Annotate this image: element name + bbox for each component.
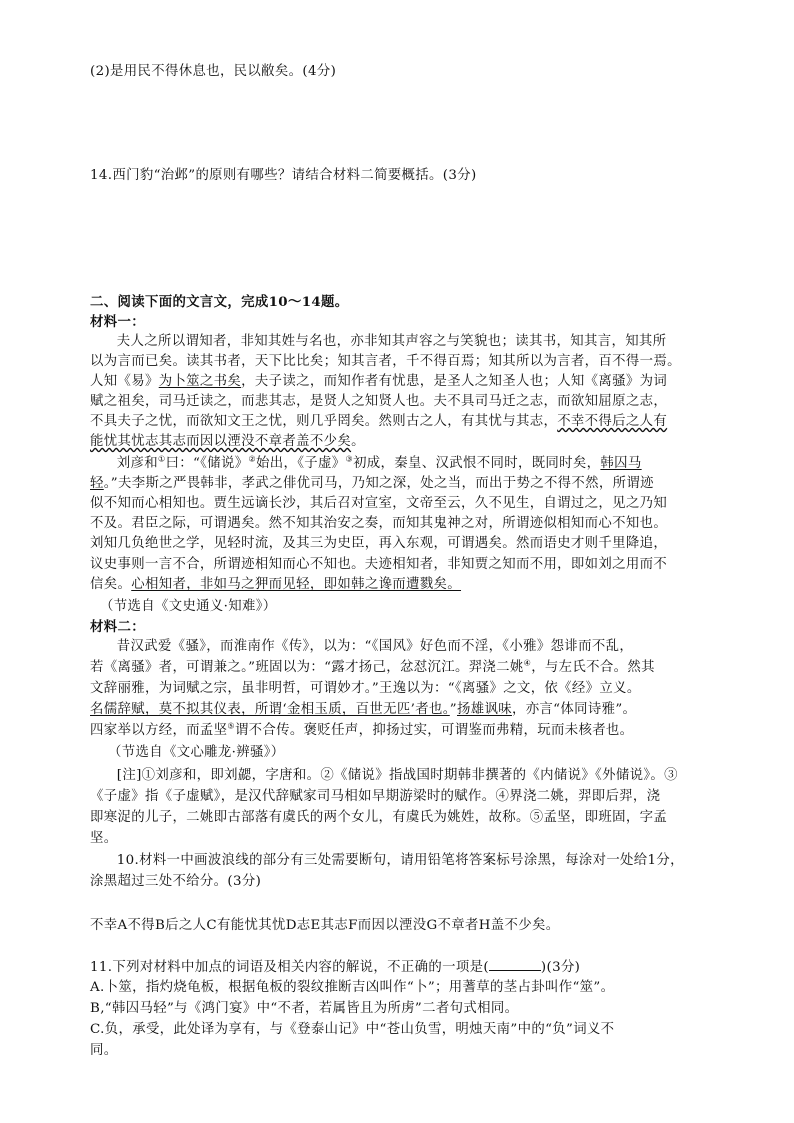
footnote-mark: ① (158, 454, 166, 464)
underlined-phrase: 为卜筮之书矣 (158, 374, 242, 389)
question-11-option-b: B,“韩囚马轻”与《鸿门宴》中“不者，若属皆且为所虏”二者句式相同。 (90, 1001, 519, 1016)
material-1-line (90, 412, 732, 432)
question-14: 14.西门豹“治邺”的原则有哪些？请结合材料二简要概括。(3分) (90, 168, 477, 183)
text-run: 若《离骚》者，可谓兼之。”班固以为：“露才扬己，忿怼沉江。羿浇二姚 (90, 660, 524, 675)
question-11-option-c-cont: 同。 (90, 1043, 118, 1058)
material-1-line: 不及。君臣之际，可谓遇矣。然不知其治安之奏，而知其鬼神之对，所谓迹似相知而心不知也。 (90, 516, 668, 531)
question-11-stem (90, 958, 732, 978)
notes-line: 《子虚》指《子虚赋》，是汉代辞赋家司马相如早期游梁时的赋作。④界浇二姚，羿即后羿，浇 (90, 789, 661, 804)
text-run: ，与左氏不合。然其 (531, 660, 655, 675)
text-run: 谓不合传。褒贬任声，抑扬过实，可谓鉴而弗精，玩而未核者也。 (234, 723, 634, 738)
material-1-line (90, 454, 732, 474)
text-run: 四家举以方经，而孟坚 (90, 723, 228, 738)
footnote-mark: ③ (345, 454, 354, 464)
text-run: 不具夫子之忧，而欲知文王之忧，则几乎罔矣。然则古之人，有其忧与其志， (90, 414, 558, 429)
text-run: )(3分) (540, 960, 581, 975)
material-2-label: 材料二： (90, 619, 145, 635)
footnote-mark: ⑤ (227, 721, 235, 731)
material-2-line: 文辞丽雅，为词赋之宗，虽非明哲，可谓妙才。”王逸以为：“《离骚》之文，依《经》立义。 (90, 681, 641, 696)
material-2-source: （节选自《文心雕龙·辨骚》） (108, 745, 285, 760)
underlined-sentence: 心相知者，非如马之狎而见轻，即如韩之谗而遭戮矣。 (131, 577, 462, 592)
question-13-part-2: (2)是用民不得休息也，民以敝矣。(4分) (90, 64, 337, 79)
text-run: 曰：“《储说》 (165, 456, 249, 471)
text-run: ，夫子读之，而知作者有忧患，是圣人之知圣人也；人知《离骚》为词 (241, 374, 668, 389)
footnote-mark: ④ (523, 658, 532, 668)
material-1-line (90, 432, 732, 452)
material-1-line: 议史事则一言不合，所谓迹相知而心不知也。夫迹相知者，非知贾之知而不用，即如刘之用而不 (90, 557, 668, 572)
text-run: 。 (351, 434, 365, 449)
material-1-line (90, 575, 732, 595)
question-10-line: 10.材料一中画波浪线的部分有三处需要断句，请用铅笔将答案标号涂黑，每涂对一处给1分， (116, 853, 684, 868)
wavy-underlined-phrase: 不幸不得后之人有 (557, 414, 668, 429)
material-1-line (90, 372, 732, 392)
material-2-line (90, 658, 732, 678)
question-11-option-a: A.卜筮，指灼烧龟板，根据龟板的裂纹推断吉凶叫作“卜”；用蓍草的茎占卦叫作“筮”。 (90, 980, 615, 995)
material-1-source: （节选自《文史通义·知难》） (100, 599, 277, 614)
text-run: 始出，《子虚》 (256, 456, 346, 471)
text-run: 刘彦和 (116, 456, 159, 471)
underlined-phrase: 轻 (90, 476, 104, 491)
notes-line: 坚。 (90, 831, 118, 846)
wavy-underlined-phrase: 能忧其忧志其志而因以湮没不章者盖不少矣 (90, 434, 352, 449)
material-1-line: 夫人之所以谓知者，非知其姓与名也，亦非知其声容之与笑貌也；读其书，知其言，知其所 (116, 334, 667, 349)
question-10-line: 涂黑超过三处不给分。(3分) (90, 874, 262, 889)
answer-blank[interactable] (489, 958, 541, 971)
text-run: ，亦言“体同诗雅”。 (511, 702, 637, 717)
underlined-sentence: 名儒辞赋，莫不拟其仪表，所谓‘金相玉质，百世无匹’者也。 (90, 702, 450, 717)
text-run: 初成，秦皇、汉武恨不同时，既同时矣， (353, 456, 601, 471)
material-1-line: 赋之祖矣，司马迁读之，而悲其志，是贤人之知贤人也。夫不具司马迁之志，而欲知屈原之志， (90, 394, 668, 409)
material-1-line: 刘知几负绝世之学，见轻时流，及其三为史臣，再入东观，可谓遇矣。然而语史才则千里降追， (90, 536, 668, 551)
text-run: 人知《易》 (90, 374, 159, 389)
text-run: 。”夫李斯之严畏韩非，孝武之俳优司马，乃知之深，处之当，而出于势之不得不然，所谓迹 (103, 476, 654, 491)
text-run: 11.下列对材料中加点的词语及相关内容的解说，不正确的一项是( (90, 960, 489, 975)
underlined-phrase: 韩囚马 (600, 456, 642, 471)
notes-line: [注]①刘彦和，即刘勰，字唐和。②《储说》指战国时期韩非撰著的《内储说》《外储说》。③ (116, 768, 678, 783)
section-title: 二、阅读下面的文言文，完成10～14题。 (90, 294, 349, 310)
material-2-line (90, 700, 732, 720)
material-1-line (90, 474, 732, 494)
material-2-line: 昔汉武爱《骚》，而淮南作《传》，以为：“《国风》好色而不淫，《小雅》怨诽而不乱， (116, 639, 634, 654)
notes-line: 即寒浞的儿子，二姚即古部落有虞氏的两个女儿，有虞氏为姚姓，故称。⑤孟坚，即班固，字孟 (90, 810, 668, 825)
material-1-line: 以为言而已矣。读其书者，天下比比矣；知其言者，千不得百焉；知其所以为言者，百不得一焉。 (90, 354, 681, 369)
text-run: ” (449, 702, 457, 717)
text-run: 信矣。 (90, 577, 132, 592)
material-2-line (90, 721, 732, 741)
question-11-option-c: C.负，承受，此处译为享有，与《登泰山记》中“苍山负雪，明烛天南”中的“负”词义不 (90, 1022, 615, 1037)
question-10-options: 不幸A不得B后之人C有能忧其忧D志E其志F而因以湮没G不章者H盖不少矣。 (90, 918, 560, 933)
material-1-label: 材料一： (90, 314, 145, 330)
underlined-phrase: 扬雄讽味 (456, 702, 512, 717)
material-1-line: 似不知而心相知也。贾生远谪长沙，其后召对宣室，文帝至云，久不见生，自谓过之，见之乃知 (90, 496, 668, 511)
footnote-mark: ② (248, 454, 257, 464)
